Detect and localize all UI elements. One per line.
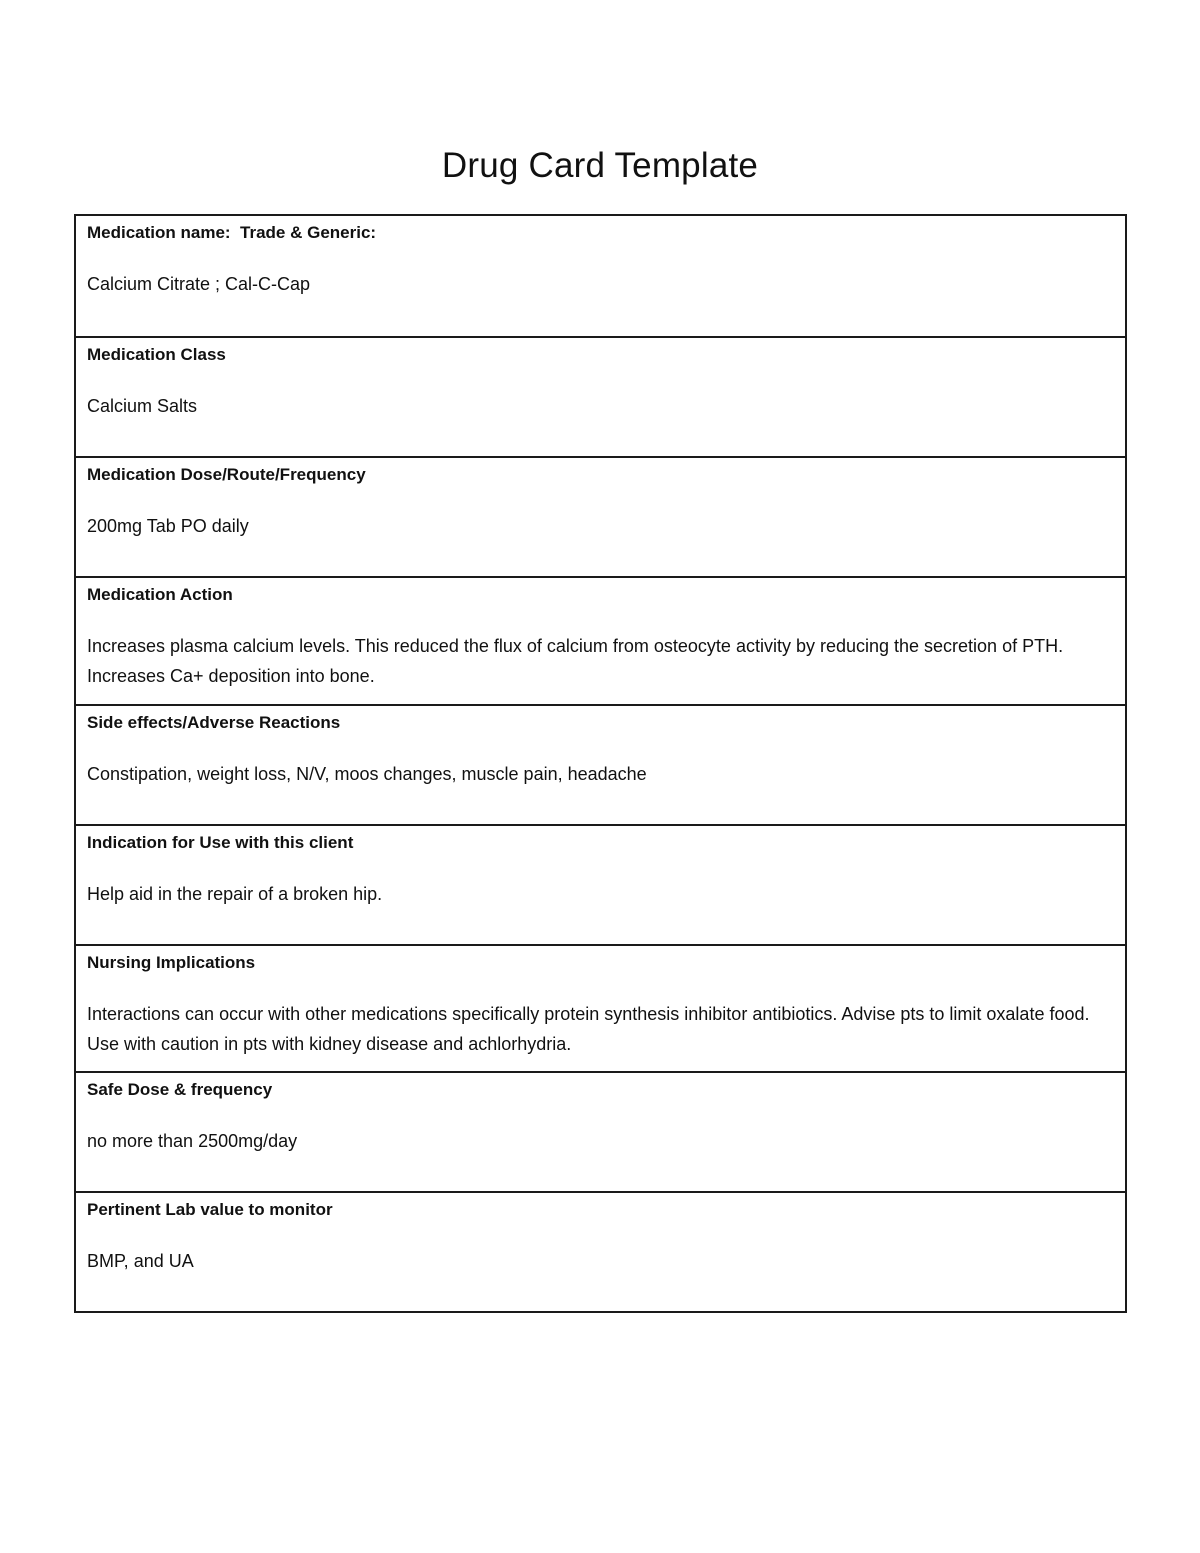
section-label: Medication Action — [87, 585, 233, 604]
section-label: Side effects/Adverse Reactions — [87, 713, 341, 732]
section-value: Calcium Salts — [87, 396, 198, 416]
page-title: Drug Card Template — [441, 146, 759, 185]
section-indication — [76, 824, 1125, 944]
section-value: no more than 2500mg/day — [87, 1131, 298, 1151]
section-label: Medication Class — [87, 345, 226, 364]
section-label: Indication for Use with this client — [87, 833, 354, 852]
section-label: Medication Dose/Route/Frequency — [87, 465, 366, 484]
section-dose-route-frequency — [76, 456, 1125, 576]
section-medication-name — [76, 216, 1125, 336]
section-value: Constipation, weight loss, N/V, moos changes, muscle pain, headache — [87, 764, 647, 784]
section-value: Calcium Citrate ; Cal-C-Cap — [87, 274, 311, 294]
section-lab-values — [76, 1191, 1125, 1311]
section-value: Increases plasma calcium levels. This reduced the flux of calcium from osteocyte activity by reducing the secretion of PTH. Increases Ca+ deposition into bone. — [87, 636, 1064, 686]
section-side-effects — [76, 704, 1125, 824]
section-safe-dose — [76, 1071, 1125, 1191]
section-label: Safe Dose & frequency — [87, 1080, 273, 1099]
section-label: Pertinent Lab value to monitor — [87, 1200, 333, 1219]
drug-card-table — [74, 214, 1127, 1313]
section-label: Nursing Implications — [87, 953, 256, 972]
section-value: Interactions can occur with other medications specifically protein synthesis inhibitor antibiotics. Advise pts to limit oxalate food. Use with caution in pts with kidney disease and achlorhydria. — [87, 1004, 1090, 1054]
section-nursing-implications — [76, 944, 1125, 1071]
section-label: Medication name: Trade & Generic: — [87, 223, 377, 242]
section-value: 200mg Tab PO daily — [87, 516, 249, 536]
section-value: BMP, and UA — [87, 1251, 194, 1271]
section-medication-action — [76, 576, 1125, 704]
section-medication-class — [76, 336, 1125, 456]
section-value: Help aid in the repair of a broken hip. — [87, 884, 383, 904]
